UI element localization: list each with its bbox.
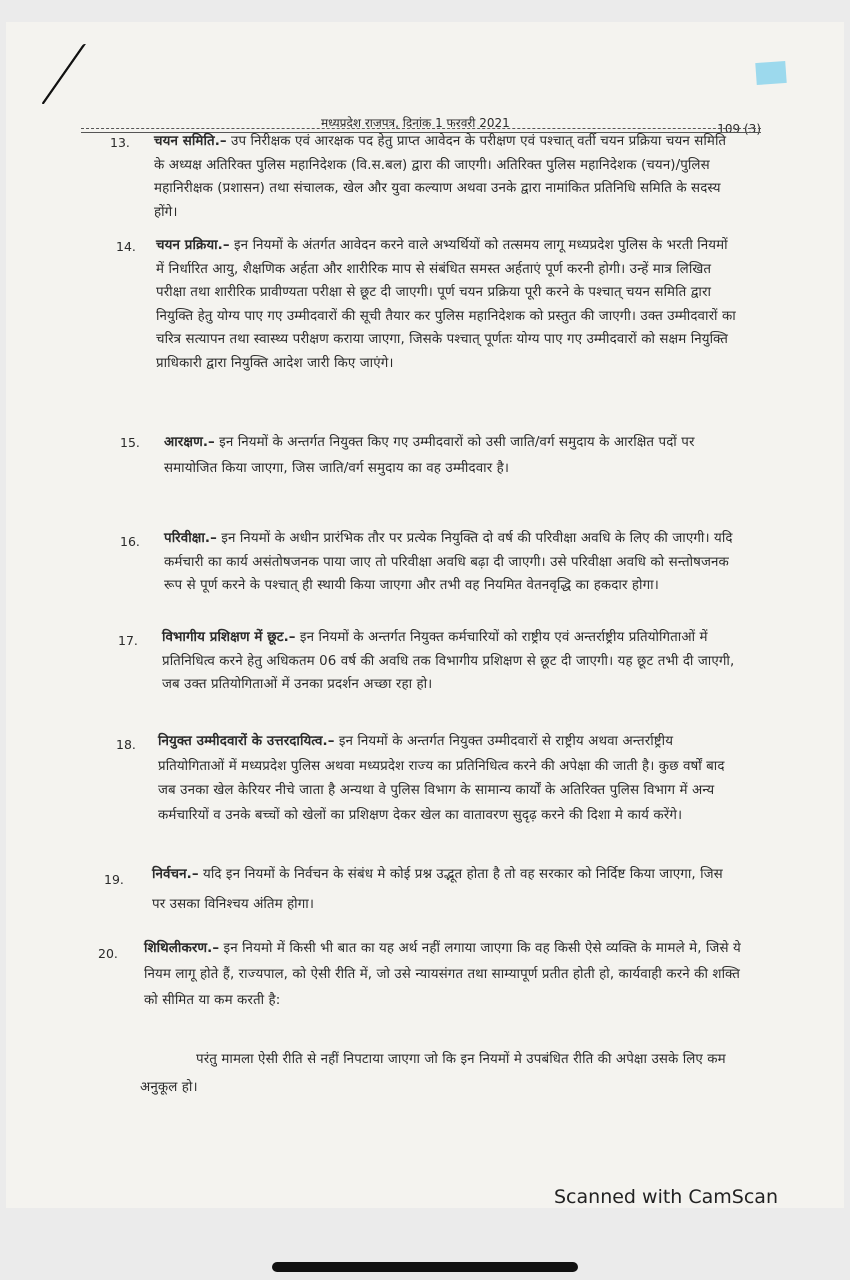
page-number: 109 (3) [717,122,761,136]
proviso: परंतु मामला ऐसी रीति से नहीं निपटाया जाएगा जो कि इन नियमों मे उपबंधित रीति की अपेक्षा उसके लिए कम अनुकूल हो। [140,1052,726,1095]
section-title: आरक्षण.– [164,435,215,450]
section-body [152,860,738,920]
section-text: इन नियमों के अन्तर्गत नियुक्त कर्मचारियों को राष्ट्रीय एवं अन्तर्राष्ट्रीय प्रतियोगिताओं में प्रतिनिधित्व करने हेतु अधिकतम 06 वर्ष की अवधि तक विभागीय प्रशिक्षण से छूट दी जाएगी। यह छूट तभी दी जाएगी, जब उक्त प्रतियोगिताओं में उनका प्रदर्शन अच्छा रहा हो। [162,630,735,692]
section-body [164,430,734,482]
section-text: इन नियमो में किसी भी बात का यह अर्थ नहीं लगाया जाएगा कि वह किसी ऐसे व्यक्ति के मामले मे, जिसे ये नियम लागू होते हैं, राज्यपाल, को ऐसी रीति में, जो उसे न्यायसंगत तथा साम्यापूर्ण प्रतीत होती हो, कार्यवाही करने की शक्ति को सीमित या कम करती है: [144,941,741,1008]
section-text: इन नियमों के अन्तर्गत नियुक्त उम्मीदवारों से राष्ट्रीय अथवा अन्तर्राष्ट्रीय प्रतियोगिताओं में मध्यप्रदेश पुलिस अथवा मध्यप्रदेश राज्य का प्रतिनिधित्व करने की अपेक्षा की जाती है। कुछ वर्षों बाद जब उनका खेल केरियर नीचे जाता है अन्यथा वे पुलिस विभाग के सामान्य कार्यों के अतिरिक्त पुलिस विभाग में अन्य कर्मचारियों व उनके बच्चों को खेलों का प्रशिक्षण देकर खेल का वातावरण सुदृढ़ करने की दिशा मे कार्य करेंगे। [158,734,725,823]
section-number: 19. [104,872,124,887]
home-indicator[interactable] [272,1262,578,1272]
section-body [144,936,744,1014]
section-number: 15. [120,435,140,450]
section-number: 18. [116,737,136,752]
section-body [162,626,736,697]
gazette-title: मध्यप्रदेश राजपत्र, दिनांक 1 फरवरी 2021 [321,116,510,130]
section-body [154,130,734,224]
section-text: उप निरीक्षक एवं आरक्षक पद हेतु प्राप्त आवेदन के परीक्षण एवं पश्चात् वर्ती चयन प्रक्रिया चयन समिति के अध्यक्ष अतिरिक्त पुलिस महानिदेशक (वि.स.बल) द्वारा की जाएगी। अतिरिक्त पुलिस महानिदेशक (चयन)/पुलिस महानिरीक्षक (प्रशासन) तथा संचालक, खेल और युवा कल्याण अथवा उनके द्वारा नामांकित प्रतिनिधि समिति के सदस्य होंगे। [154,134,727,220]
section-title: चयन प्रक्रिया.– [156,238,230,253]
pen-mark [41,44,126,104]
section-title: शिथिलीकरण.– [144,941,220,956]
section-text: इन नियमों के अन्तर्गत नियुक्त किए गए उम्मीदवारों को उसी जाति/वर्ग समुदाय के आरक्षित पदों पर समायोजित किया जाएगा, जिस जाति/वर्ग समुदाय का वह उम्मीदवार है। [164,435,695,476]
scanner-watermark: Scanned with CamScan [554,1186,778,1208]
section-title: विभागीय प्रशिक्षण में छूट.– [162,630,296,645]
section-text: इन नियमों के अंतर्गत आवेदन करने वाले अभ्यर्थियों को तत्समय लागू मध्यप्रदेश पुलिस के भरती नियमों में निर्धारित आयु, शैक्षणिक अर्हता और शारीरिक माप से संबंधित समस्त अर्हताएं पूर्ण करनी होगी। उन्हें मात्र लिखित परीक्षा तथा शारीरिक प्रावीण्यता परीक्षा से छूट दी जाएगी। पूर्ण चयन प्रक्रिया पूरी करने के पश्चात् चयन समिति द्वारा नियुक्ति हेतु योग्य पाए गए उम्मीदवारों की सूची तैयार कर पुलिस महानिदेशक को प्रस्तुत की जाएगी। उक्त उम्मीदवारों का चरित्र सत्यापन तथा स्वास्थ्य परीक्षण कराया जाएगा, जिसके पश्चात् पूर्णतः योग्य पाए गए उम्मीदवारों को सक्षम नियुक्ति प्राधिकारी द्वारा नियुक्ति आदेश जारी किए जाएंगे। [156,238,736,371]
section-text: यदि इन नियमों के निर्वचन के संबंध मे कोई प्रश्न उद्भूत होता है तो वह सरकार को निर्दिष्ट किया जाएगा, जिस पर उसका विनिश्चय अंतिम होगा। [152,867,723,912]
highlight-tape [755,61,786,85]
header-rule [81,128,761,129]
section-number: 13. [110,135,130,150]
section-body [164,527,736,598]
section-number: 20. [98,946,118,961]
section-body [158,730,740,828]
section-number: 16. [120,534,140,549]
section-body [156,234,736,375]
section-title: नियुक्त उम्मीदवारों के उत्तरदायित्व.– [158,734,335,749]
section-text: इन नियमों के अधीन प्रारंभिक तौर पर प्रत्येक नियुक्ति दो वर्ष की परिवीक्षा अवधि के लिए की जाएगी। यदि कर्मचारी का कार्य असंतोषजनक पाया जाए तो परिवीक्षा अवधि बढ़ा दी जाएगी। उसे परिवीक्षा अवधि को सन्तोषजनक रूप से पूर्ण करने के पश्चात् ही स्थायी किया जाएगा और तभी वह नियमित वेतनवृद्धि का हकदार होगा। [164,531,733,593]
section-title: चयन समिति.– [154,134,227,149]
section-title: परिवीक्षा.– [164,531,217,546]
section-number: 17. [118,633,138,648]
section-title: निर्वचन.– [152,867,199,882]
section-number: 14. [116,239,136,254]
document-page [6,22,844,1208]
